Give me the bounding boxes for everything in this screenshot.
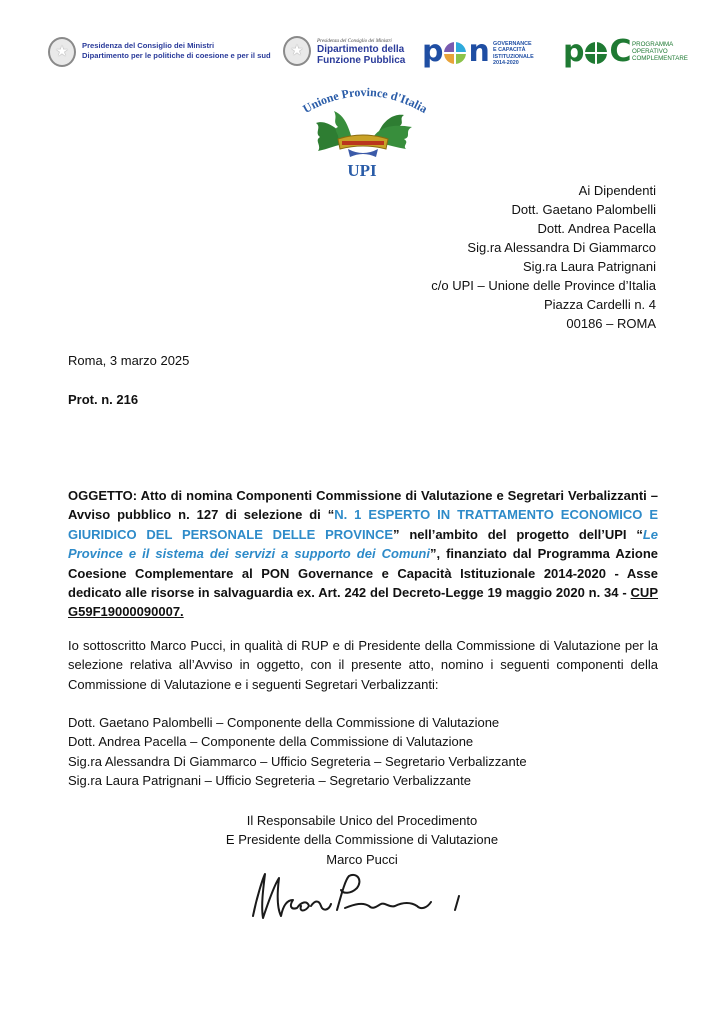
member-item: Dott. Andrea Pacella – Componente della Commissione di Valutazione (68, 734, 474, 750)
signatory-name: Marco Pucci (326, 851, 398, 867)
upi-label: UPI (347, 161, 377, 180)
subject-text-3: ”, finanziato dal Programma Azione Coesione Complementare al PON Governance e Capacità Istituzionale 2014-2020 - Asse dedicato alle risorse in salvaguardia ex. Art. 242 del Decreto-Legge 19 maggio 2020 n. 34 - (68, 546, 658, 601)
recipient-line: Dott. Gaetano Palombelli (511, 202, 656, 217)
subject-project-title: Le Province e il sistema dei servizi a supporto dei Comuni (68, 526, 658, 562)
poc-quad-icon (585, 42, 607, 64)
pon-subtitle: GOVERNANCE E CAPACITÀ ISTITUZIONALE 2014-2020 (493, 41, 534, 67)
member-item: Sig.ra Alessandra Di Giammarco – Ufficio Segreteria – Segretario Verbalizzante (68, 753, 527, 769)
signatory-role-1: Il Responsabile Unico del Procedimento (246, 813, 478, 828)
logo-fp-line1: Dipartimento della (317, 44, 405, 55)
subject-cup-code: CUP G59F19000090007. (68, 585, 658, 620)
signatory-block (0, 811, 724, 869)
protocol-number: Prot. n. 216 (68, 392, 139, 407)
pon-letter-n: n (468, 34, 489, 69)
members-list (68, 713, 527, 791)
upi-crown-icon (308, 105, 418, 163)
letter-date: Roma, 3 marzo 2025 (68, 353, 190, 368)
logo-fp-line2: Funzione Pubblica (317, 55, 406, 66)
recipient-line: 00186 – ROMA (566, 316, 656, 331)
logo-presidenza-line1: Presidenza del Consiglio dei Ministri (82, 41, 215, 50)
logo-poc (563, 34, 631, 69)
upi-arc-label: Unione Province d'Italia (300, 84, 430, 114)
recipient-line: Piazza Cardelli n. 4 (544, 297, 656, 312)
subject-paragraph (68, 486, 658, 622)
signatory-role-2: E Presidente della Commissione di Valutazione (225, 832, 499, 848)
body-paragraph: Io sottoscritto Marco Pucci, in qualità di RUP e di Presidente della Commissione di Valutazione per la selezione relativa all’Avviso in oggetto, con il presente atto, nomino i seguenti componenti della Commissione di Valutazione e i seguenti Segretari Verbalizzanti: (68, 638, 658, 692)
handwritten-signature (245, 866, 485, 926)
subject-text-1: OGGETTO: Atto di nomina Componenti Commissione di Valutazione e Segretari Verbalizzanti – Avviso pubblico n. 127 di selezione di “ (68, 488, 658, 523)
subject-position-title: N. 1 ESPERTO IN TRATTAMENTO ECONOMICO E GIURIDICO DEL PERSONALE DELLE PROVINCE (68, 507, 658, 542)
recipient-line: Sig.ra Alessandra Di Giammarco (467, 240, 656, 255)
poc-subtitle: PROGRAMMA OPERATIVO COMPLEMENTARE (632, 41, 688, 63)
poc-letter-c: C (609, 34, 631, 69)
logo-fp-tiny: Presidenza del Consiglio dei Ministri (317, 39, 392, 44)
poc-letter-p: p (563, 34, 584, 69)
recipient-address-block (431, 181, 656, 333)
italian-emblem-icon (48, 37, 76, 67)
pon-quad-icon (444, 42, 466, 64)
recipient-line: Ai Dipendenti (578, 183, 656, 198)
pon-letter-p: p (422, 34, 443, 69)
member-item: Sig.ra Laura Patrignani – Ufficio Segreteria – Segretario Verbalizzante (68, 773, 471, 789)
italian-emblem-icon (283, 36, 311, 66)
recipient-line: Dott. Andrea Pacella (537, 221, 656, 236)
logo-pon (422, 34, 489, 69)
member-item: Dott. Gaetano Palombelli – Componente della Commissione di Valutazione (68, 715, 500, 730)
logo-presidenza-line2: Dipartimento per le politiche di coesione e per il sud (82, 51, 271, 60)
recipient-line: Sig.ra Laura Patrignani (523, 259, 656, 274)
recipient-line: c/o UPI – Unione delle Province d’Italia (431, 278, 656, 293)
subject-text-2: ” nell’ambito del progetto dell’UPI “ (393, 526, 643, 542)
